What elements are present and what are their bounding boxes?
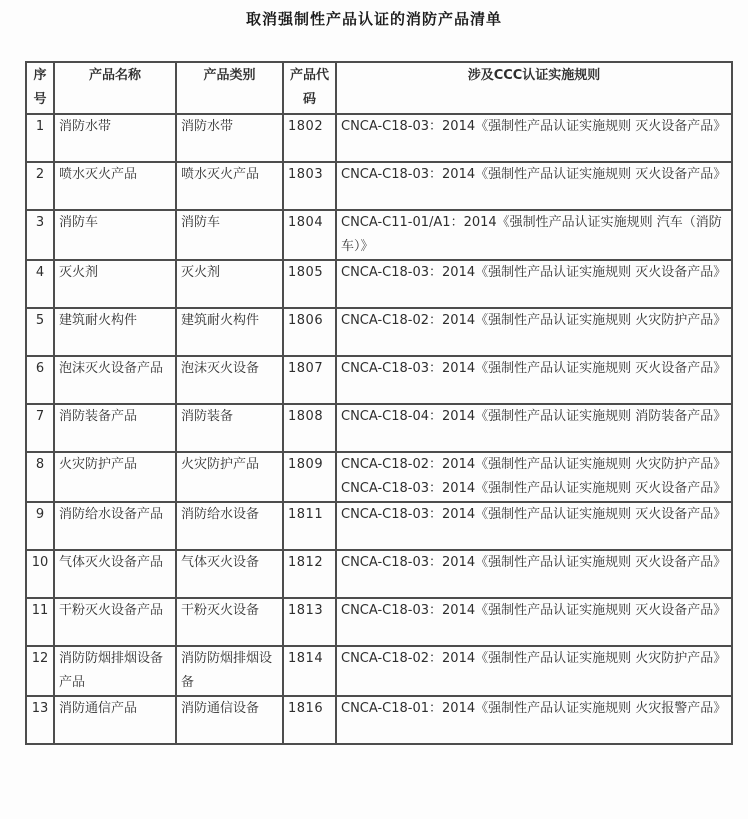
- row-number: 3: [26, 210, 54, 260]
- ccc-rules: [336, 260, 732, 308]
- ccc-rules: [336, 646, 732, 696]
- product-code: 1803: [283, 162, 336, 210]
- ccc-rules: [336, 404, 732, 452]
- product-category: 灭火剂: [176, 260, 283, 308]
- product-name: 火灾防护产品: [54, 452, 176, 502]
- product-code: 1802: [283, 114, 336, 162]
- header-product-name: 产品名称: [54, 62, 176, 114]
- header-ccc-rules: 涉及CCC认证实施规则: [336, 62, 732, 114]
- ccc-rule-line: CNCA-C18-03：2014《强制性产品认证实施规则 灭火设备产品》: [341, 481, 727, 496]
- ccc-rules: [336, 452, 732, 502]
- ccc-rule-line: CNCA-C18-03：2014《强制性产品认证实施规则 灭火设备产品》: [341, 119, 727, 134]
- product-category: 喷水灭火产品: [176, 162, 283, 210]
- product-name: 建筑耐火构件: [54, 308, 176, 356]
- ccc-rules: [336, 502, 732, 550]
- table-header-row: [26, 62, 732, 114]
- row-number: 12: [26, 646, 54, 696]
- ccc-rules: [336, 550, 732, 598]
- product-name: 灭火剂: [54, 260, 176, 308]
- product-name: 消防车: [54, 210, 176, 260]
- ccc-rules: [336, 210, 732, 260]
- ccc-rule-line: CNCA-C18-01：2014《强制性产品认证实施规则 火灾报警产品》: [341, 701, 727, 716]
- product-code: 1806: [283, 308, 336, 356]
- ccc-rules: [336, 308, 732, 356]
- product-category: 气体灭火设备: [176, 550, 283, 598]
- product-name: 消防水带: [54, 114, 176, 162]
- table-row: [26, 162, 732, 210]
- row-number: 10: [26, 550, 54, 598]
- ccc-rule-line: CNCA-C18-03：2014《强制性产品认证实施规则 灭火设备产品》: [341, 361, 727, 376]
- ccc-rule-line: CNCA-C18-03：2014《强制性产品认证实施规则 灭火设备产品》: [341, 555, 727, 570]
- ccc-rule-line: CNCA-C11-01/A1：2014《强制性产品认证实施规则 汽车（消防车）》: [341, 215, 722, 254]
- ccc-rules: [336, 696, 732, 744]
- product-code: 1807: [283, 356, 336, 404]
- product-category: 消防防烟排烟设备: [176, 646, 283, 696]
- ccc-rule-line: CNCA-C18-03：2014《强制性产品认证实施规则 灭火设备产品》: [341, 167, 727, 182]
- ccc-rule-line: CNCA-C18-04：2014《强制性产品认证实施规则 消防装备产品》: [341, 409, 727, 424]
- product-name: 消防给水设备产品: [54, 502, 176, 550]
- ccc-rule-line: CNCA-C18-03：2014《强制性产品认证实施规则 灭火设备产品》: [341, 507, 727, 522]
- table-row: [26, 210, 732, 260]
- page-title: 取消强制性产品认证的消防产品清单: [245, 10, 502, 28]
- product-name: 消防防烟排烟设备产品: [54, 646, 176, 696]
- row-number: 6: [26, 356, 54, 404]
- table-row: [26, 452, 732, 502]
- table-row: [26, 404, 732, 452]
- table-row: [26, 308, 732, 356]
- row-number: 11: [26, 598, 54, 646]
- table-row: [26, 114, 732, 162]
- ccc-rules: [336, 356, 732, 404]
- row-number: 7: [26, 404, 54, 452]
- ccc-rule-line: CNCA-C18-02：2014《强制性产品认证实施规则 火灾防护产品》: [341, 457, 727, 472]
- table-row: [26, 646, 732, 696]
- product-category: 建筑耐火构件: [176, 308, 283, 356]
- product-category: 消防装备: [176, 404, 283, 452]
- product-code: 1808: [283, 404, 336, 452]
- product-code: 1813: [283, 598, 336, 646]
- ccc-rule-line: CNCA-C18-02：2014《强制性产品认证实施规则 火灾防护产品》: [341, 651, 727, 666]
- product-category: 消防车: [176, 210, 283, 260]
- table-row: [26, 502, 732, 550]
- product-category: 泡沫灭火设备: [176, 356, 283, 404]
- product-category: 火灾防护产品: [176, 452, 283, 502]
- row-number: 13: [26, 696, 54, 744]
- table-row: [26, 696, 732, 744]
- product-code: 1804: [283, 210, 336, 260]
- product-name: 泡沫灭火设备产品: [54, 356, 176, 404]
- header-serial-number: 序号: [26, 62, 54, 114]
- table-row: [26, 598, 732, 646]
- product-category: 干粉灭火设备: [176, 598, 283, 646]
- product-code: 1812: [283, 550, 336, 598]
- ccc-rule-line: CNCA-C18-02：2014《强制性产品认证实施规则 火灾防护产品》: [341, 313, 727, 328]
- table-row: [26, 260, 732, 308]
- row-number: 2: [26, 162, 54, 210]
- product-name: 气体灭火设备产品: [54, 550, 176, 598]
- table-row: [26, 356, 732, 404]
- product-code: 1805: [283, 260, 336, 308]
- ccc-rule-line: CNCA-C18-03：2014《强制性产品认证实施规则 灭火设备产品》: [341, 603, 727, 618]
- header-product-category: 产品类别: [176, 62, 283, 114]
- product-category: 消防通信设备: [176, 696, 283, 744]
- product-name: 消防装备产品: [54, 404, 176, 452]
- row-number: 5: [26, 308, 54, 356]
- table-row: [26, 550, 732, 598]
- ccc-rules: [336, 114, 732, 162]
- product-category: 消防给水设备: [176, 502, 283, 550]
- ccc-rules: [336, 598, 732, 646]
- product-category: 消防水带: [176, 114, 283, 162]
- row-number: 8: [26, 452, 54, 502]
- product-name: 喷水灭火产品: [54, 162, 176, 210]
- product-code: 1809: [283, 452, 336, 502]
- row-number: 1: [26, 114, 54, 162]
- product-name: 干粉灭火设备产品: [54, 598, 176, 646]
- row-number: 4: [26, 260, 54, 308]
- ccc-rules: [336, 162, 732, 210]
- product-code: 1814: [283, 646, 336, 696]
- row-number: 9: [26, 502, 54, 550]
- product-name: 消防通信产品: [54, 696, 176, 744]
- products-table: [25, 61, 733, 745]
- ccc-rule-line: CNCA-C18-03：2014《强制性产品认证实施规则 灭火设备产品》: [341, 265, 727, 280]
- product-code: 1811: [283, 502, 336, 550]
- product-code: 1816: [283, 696, 336, 744]
- header-product-code: 产品代码: [283, 62, 336, 114]
